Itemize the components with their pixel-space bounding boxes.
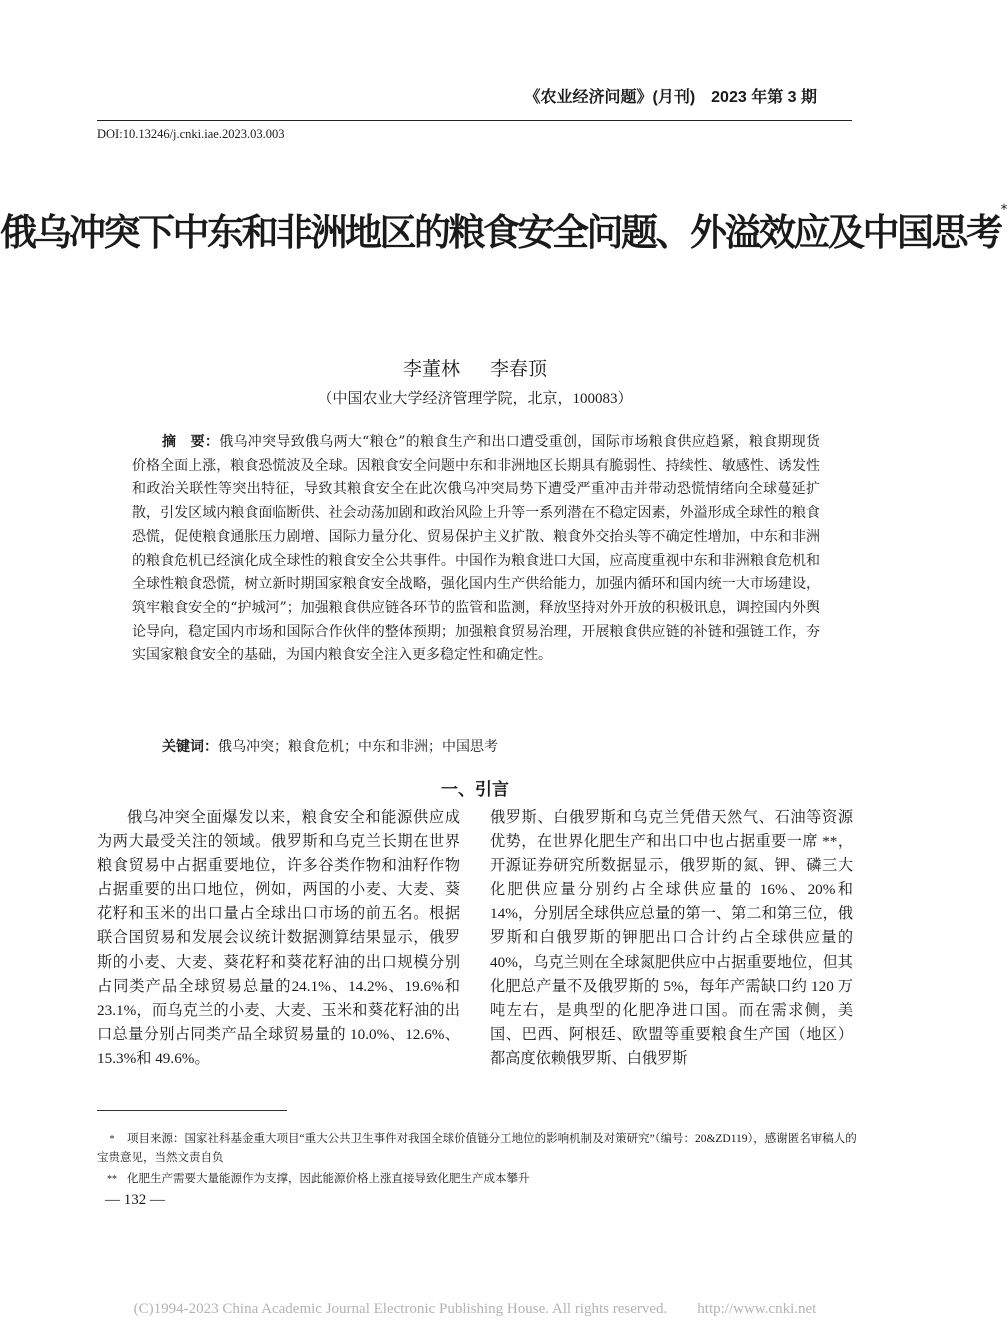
title-footnote-mark: * — [1000, 202, 1008, 218]
footnote-1-text: 项目来源：国家社科基金重大项目“重大公共卫生事件对我国全球价值链分工地位的影响机制及对策研究”（编号：20&ZD119），感谢匿名审稿人的宝贵意见，当然文责自负 — [97, 1133, 857, 1164]
authors — [0, 354, 950, 381]
keywords-text: 俄乌冲突；粮食危机；中东和非洲；中国思考 — [218, 739, 498, 755]
page-number: — 132 — — [105, 1192, 165, 1208]
keywords — [132, 736, 498, 756]
abstract — [132, 430, 820, 668]
section-heading: 一、引言 — [441, 780, 509, 800]
footnote-2-mark: ** — [107, 1174, 117, 1185]
affiliation: （中国农业大学经济管理学院，北京，100083） — [317, 391, 633, 407]
author-1: 李董林 — [402, 358, 460, 380]
body-left-column: 俄乌冲突全面爆发以来，粮食安全和能源供应成为两大最受关注的领域。俄罗斯和乌克兰长期在世界粮食贸易中占据重要地位，许多谷类作物和油籽作物占据重要的出口地位，例如，两国的小麦、大麦、葵花籽和玉米的出口量占全球出口市场的前五名。根据联合国贸易和发展会议统计数据测算结果显示，俄罗斯的小麦、大麦、葵花籽和葵花籽油的出口规模分别占同类产品全球贸易总量的24.1%、14.2%、19.6%和23.1%，而乌克兰的小麦、大麦、玉米和葵花籽油的出口总量分别占同类产品全球贸易量的 10.0%、12.6%、15.3%和 49.6%。 — [97, 809, 460, 1067]
author-2: 李春顶 — [490, 358, 548, 380]
header-rule — [97, 120, 852, 121]
footnote-1-mark: * — [109, 1134, 115, 1145]
footnote-2-text: 化肥生产需要大量能源作为支撑，因此能源价格上涨直接导致化肥生产成本攀升 — [127, 1173, 530, 1185]
body-right-column: 俄罗斯、白俄罗斯和乌克兰凭借天然气、石油等资源优势，在世界化肥生产和出口中也占据重要一席 **，开源证券研究所数据显示，俄罗斯的氮、钾、磷三大化肥供应量分别约占全球供应量的 16%、20%和 14%，分别居全球供应总量的第一、第二和第三位，俄罗斯和白俄罗斯的钾肥出口合计约占全球供应量的 40%，乌克兰则在全球氮肥供应中占据重要地位，但其化肥总产量不及俄罗斯的 5%，每年产需缺口约 120 万吨左右，是典型的化肥净进口国。而在需求侧，美国、巴西、阿根廷、欧盟等重要粮食生产国（地区）都高度依赖俄罗斯、白俄罗斯 — [490, 809, 853, 1067]
keywords-label: 关键词： — [162, 738, 218, 754]
copyright-notice: (C)1994-2023 China Academic Journal Electronic Publishing House. All rights reserved. http://www.cnki.net — [133, 1301, 817, 1317]
footnote-rule — [97, 1110, 287, 1111]
footnote-1 — [97, 1130, 857, 1168]
title-text: 俄乌冲突下中东和非洲地区的粮食安全问题、外溢效应及中国思考 — [0, 211, 1001, 254]
footnote-2 — [97, 1170, 857, 1189]
doi: DOI:10.13246/j.cnki.iae.2023.03.003 — [97, 127, 285, 141]
abstract-label: 摘 要： — [162, 433, 220, 449]
journal-header: 《农业经济问题》(月刊) 2023 年第 3 期 — [524, 89, 817, 106]
article-title — [0, 202, 1008, 256]
abstract-text: 俄乌冲突导致俄乌两大“粮仓”的粮食生产和出口遭受重创，国际市场粮食供应趋紧，粮食期现货价格全面上涨，粮食恐慌波及全球。因粮食安全问题中东和非洲地区长期具有脆弱性、持续性、敏感性、诱发性和政治关联性等突出特征，导致其粮食安全在此次俄乌冲突局势下遭受严重冲击并带动恐慌情绪向全球蔓延扩散，引发区域内粮食面临断供、社会动荡加剧和政治风险上升等一系列潜在不稳定因素，外溢形成全球性的粮食恐慌，促使粮食通胀压力剧增、国际力量分化、贸易保护主义扩散、粮食外交抬头等不确定性增加，中东和非洲的粮食危机已经演化成全球性的粮食安全公共事件。中国作为粮食进口大国，应高度重视中东和非洲粮食危机和全球性粮食恐慌，树立新时期国家粮食安全战略，强化国内生产供给能力，加强内循环和国内统一大市场建设，筑牢粮食安全的“护城河”；加强粮食供应链各环节的监管和监测，释放坚持对外开放的积极讯息，调控国内外舆论导向，稳定国内市场和国际合作伙伴的整体预期；加强粮食贸易治理，开展粮食供应链的补链和强链工作，夯实国家粮食安全的基础，为国内粮食安全注入更多稳定性和确定性。 — [132, 434, 821, 664]
